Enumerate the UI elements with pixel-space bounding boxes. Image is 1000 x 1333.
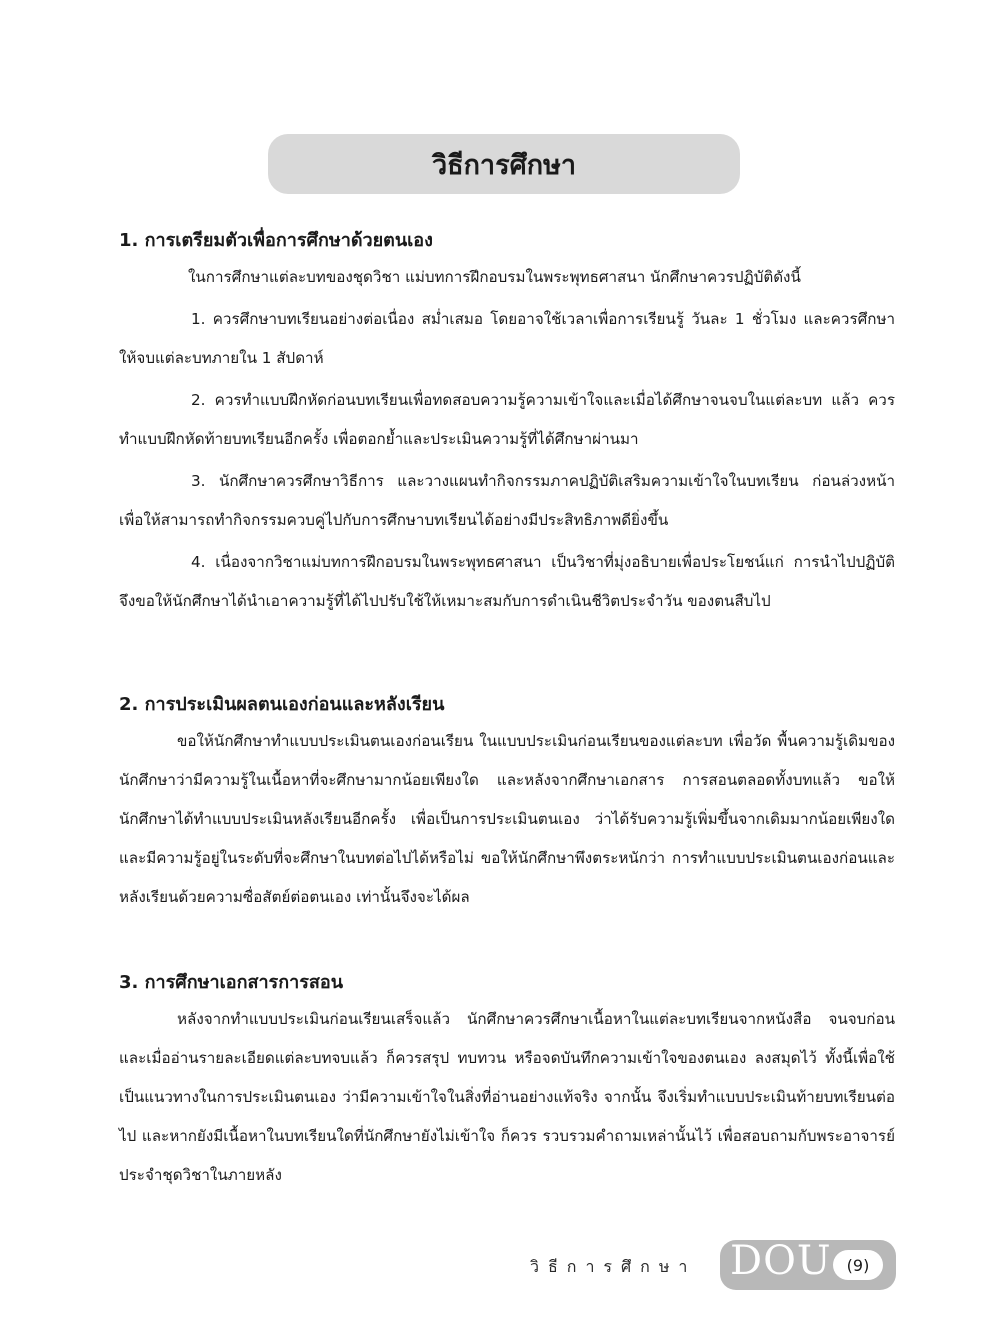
section-heading: 3. การศึกษาเอกสารการสอน [119,972,343,993]
section-study-materials [119,968,895,1195]
section-intro: ในการศึกษาแต่ละบทของชุดวิชา แม่บทการฝึกอบรมในพระพุทธศาสนา นักศึกษาควรปฏิบัติดังนี้ [188,268,801,286]
list-item: 3. นักศึกษาควรศึกษาวิธีการ และวางแผนทำกิจกรรมภาคปฏิบัติเสริมความเข้าใจในบทเรียน ก่อนล่วงหน้า เพื่อให้สามารถทำกิจกรรมควบคู่ไปกับการศึกษาบทเรียนได้อย่างมีประสิทธิภาพดียิ่งขึ้น [119,472,895,529]
section-self-assessment [119,690,895,917]
list-item: 4. เนื่องจากวิชาแม่บทการฝึกอบรมในพระพุทธศาสนา เป็นวิชาที่มุ่งอธิบายเพื่อประโยชน์แก่ การนำไปปฏิบัติ จึงขอให้นักศึกษาได้นำเอาความรู้ที่ได้ไปปรับใช้ให้เหมาะสมกับการดำเนินชีวิตประจำวัน ของตนสืบไป [119,553,895,610]
page-title: วิธีการศึกษา [431,149,577,181]
section-heading: 1. การเตรียมตัวเพื่อการศึกษาด้วยตนเอง [119,230,433,251]
section-heading: 2. การประเมินผลตนเองก่อนและหลังเรียน [119,694,445,715]
section-body: ขอให้นักศึกษาทำแบบประเมินตนเองก่อนเรียน ในแบบประเมินก่อนเรียนของแต่ละบท เพื่อวัด พื้นความรู้เดิมของนักศึกษาว่ามีความรู้ในเนื้อหาที่จะศึกษามากน้อยเพียงใด และหลังจากศึกษาเอกสาร การสอนตลอดทั้งบทแล้ว ขอให้นักศึกษาได้ทำแบบประเมินหลังเรียนอีกครั้ง เพื่อเป็นการประเมินตนเอง ว่าได้รับความรู้เพิ่มขึ้นจากเดิมมากน้อยเพียงใด และมีความรู้อยู่ในระดับที่จะศึกษาในบทต่อไปได้หรือไม่ ขอให้นักศึกษาพึงตระหนักว่า การทำแบบประเมินตนเองก่อนและหลังเรียนด้วยความซื่อสัตย์ต่อตนเอง เท่านั้นจึงจะได้ผล [119,732,895,906]
section-preparation [119,226,895,621]
section-body: หลังจากทำแบบประเมินก่อนเรียนเสร็จแล้ว นักศึกษาควรศึกษาเนื้อหาในแต่ละบทเรียนจากหนังสือ จนจบก่อน และเมื่ออ่านรายละเอียดแต่ละบทจบแล้ว ก็ควรสรุป ทบทวน หรือจดบันทึกความเข้าใจของตนเอง ลงสมุดไว้ ทั้งนี้เพื่อใช้เป็นแนวทางในการประเมินตนเอง ว่ามีความเข้าใจในสิ่งที่อ่านอย่างแท้จริง จากนั้น จึงเริ่มทำแบบประเมินท้ายบทเรียนต่อไป และหากยังมีเนื้อหาในบทเรียนใดที่นักศึกษายังไม่เข้าใจ ก็ควร รวบรวมคำถามเหล่านั้นไว้ เพื่อสอบถามกับพระอาจารย์ประจำชุดวิชาในภายหลัง [119,1010,895,1184]
page-title-banner [268,134,740,194]
dou-logo: DOU [730,1238,832,1284]
list-item: 2. ควรทำแบบฝึกหัดก่อนบทเรียนเพื่อทดสอบความรู้ความเข้าใจและเมื่อได้ศึกษาจนจบในแต่ละบท แล้ว ควรทำแบบฝึกหัดท้ายบทเรียนอีกครั้ง เพื่อตอกย้ำและประเมินความรู้ที่ได้ศึกษาผ่านมา [119,391,895,448]
list-item: 1. ควรศึกษาบทเรียนอย่างต่อเนื่อง สม่ำเสมอ โดยอาจใช้เวลาเพื่อการเรียนรู้ วันละ 1 ชั่วโมง และควรศึกษาให้จบแต่ละบทภายใน 1 สัปดาห์ [119,310,895,367]
running-title: วิธีการศึกษา [530,1257,697,1276]
page-number: (9) [833,1250,883,1280]
